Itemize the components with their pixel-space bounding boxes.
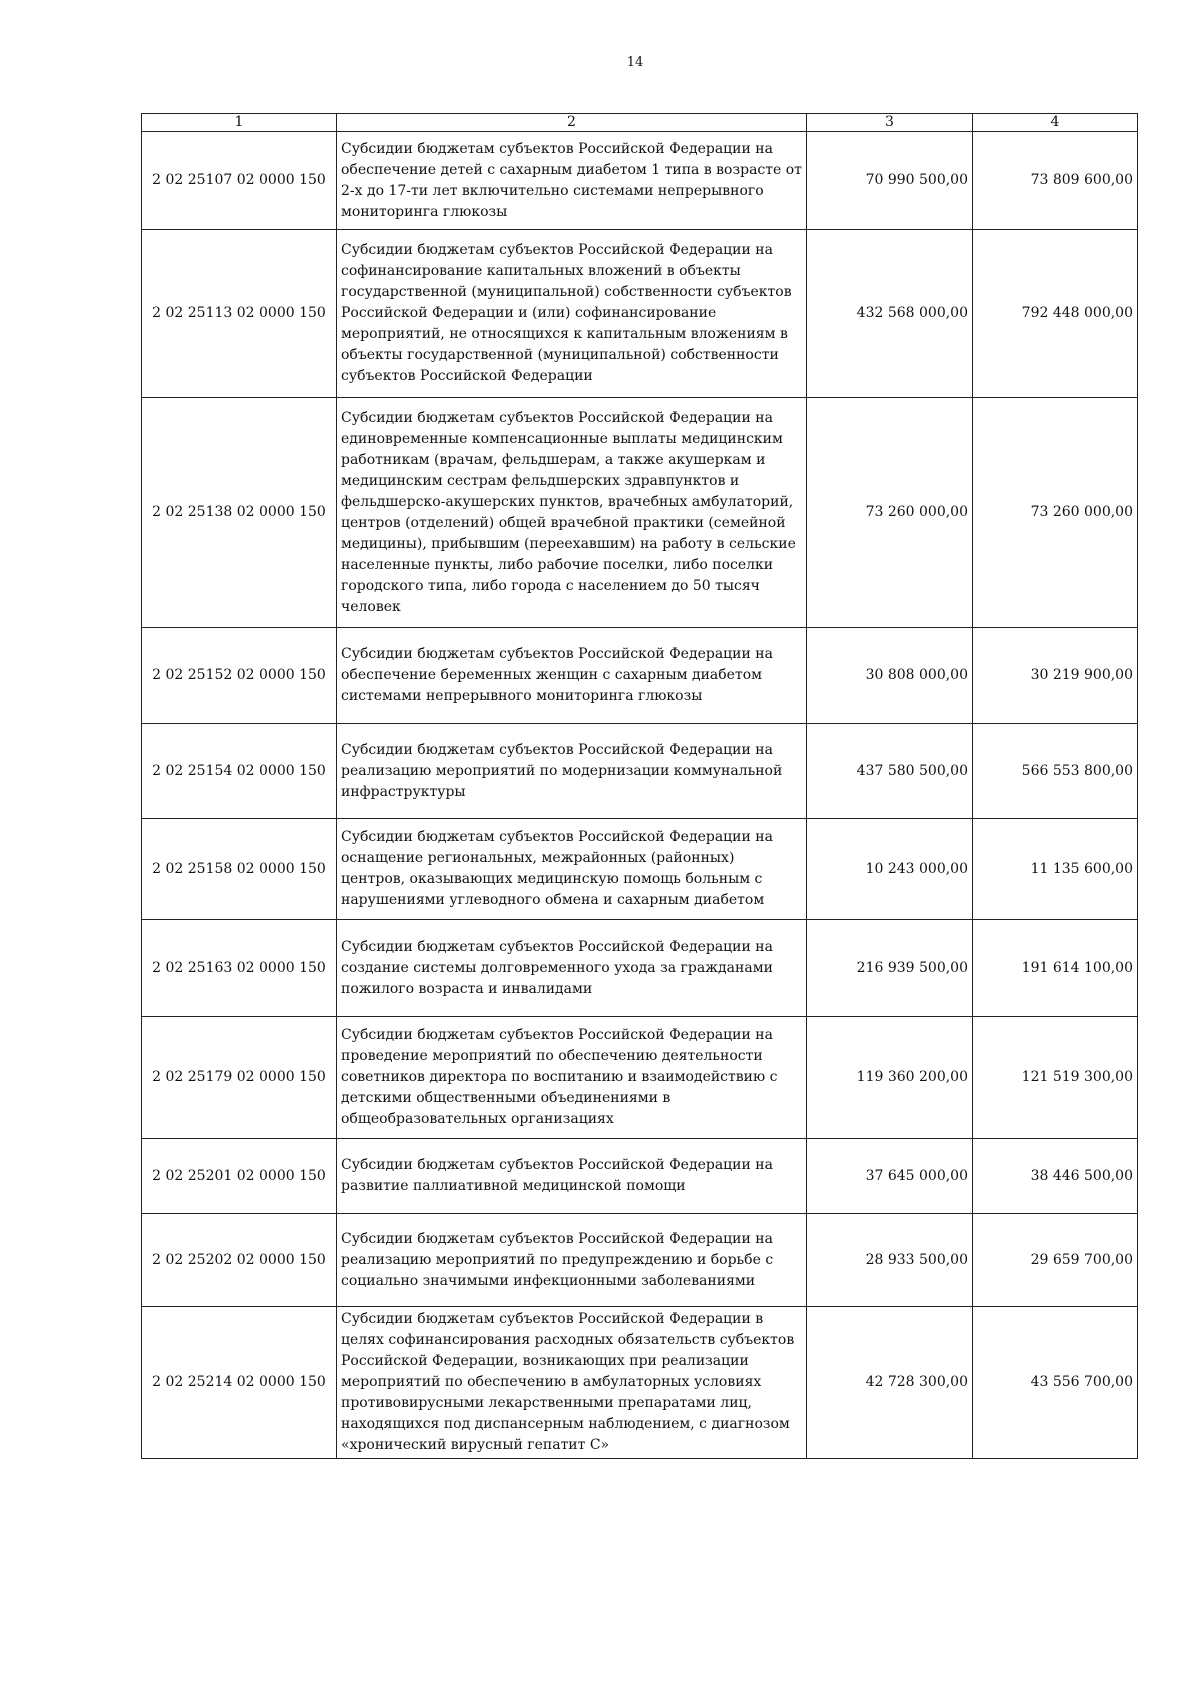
page-number: 14 <box>626 55 644 70</box>
table-row <box>142 628 1138 724</box>
amount-column-3: 70 990 500,00 <box>807 132 973 230</box>
budget-code: 2 02 25113 02 0000 150 <box>142 230 337 398</box>
table-row <box>142 132 1138 230</box>
table-row <box>142 1139 1138 1214</box>
column-header: 1 <box>142 114 337 132</box>
column-header: 2 <box>337 114 807 132</box>
budget-code: 2 02 25179 02 0000 150 <box>142 1017 337 1139</box>
subsidy-description: Субсидии бюджетам субъектов Российской Федерации на реализацию мероприятий по предупреждению и борьбе с социально значимыми инфекционными заболеваниями <box>337 1214 807 1307</box>
subsidy-description: Субсидии бюджетам субъектов Российской Федерации на единовременные компенсационные выплаты медицинским работникам (врачам, фельдшерам, а также акушеркам и медицинским сестрам фельдшерских здравпунктов и фельдшерско-акушерских пунктов, врачебных амбулаторий, центров (отделений) общей врачебной практики (семейной медицины), прибывшим (переехавшим) на работу в сельские населенные пункты, либо рабочие поселки, либо поселки городского типа, либо города с населением до 50 тысяч человек <box>337 398 807 628</box>
budget-code: 2 02 25138 02 0000 150 <box>142 398 337 628</box>
table-row <box>142 920 1138 1017</box>
amount-column-3: 10 243 000,00 <box>807 819 973 920</box>
amount-column-4: 43 556 700,00 <box>973 1307 1138 1459</box>
budget-code: 2 02 25154 02 0000 150 <box>142 724 337 819</box>
amount-column-4: 30 219 900,00 <box>973 628 1138 724</box>
budget-table <box>141 113 1138 1459</box>
column-header: 3 <box>807 114 973 132</box>
amount-column-3: 42 728 300,00 <box>807 1307 973 1459</box>
amount-column-3: 119 360 200,00 <box>807 1017 973 1139</box>
table-row <box>142 230 1138 398</box>
amount-column-4: 38 446 500,00 <box>973 1139 1138 1214</box>
table-row <box>142 1307 1138 1459</box>
subsidy-description: Субсидии бюджетам субъектов Российской Федерации на реализацию мероприятий по модернизации коммунальной инфраструктуры <box>337 724 807 819</box>
amount-column-3: 437 580 500,00 <box>807 724 973 819</box>
amount-column-3: 28 933 500,00 <box>807 1214 973 1307</box>
amount-column-4: 73 260 000,00 <box>973 398 1138 628</box>
budget-code: 2 02 25214 02 0000 150 <box>142 1307 337 1459</box>
budget-code: 2 02 25152 02 0000 150 <box>142 628 337 724</box>
amount-column-3: 73 260 000,00 <box>807 398 973 628</box>
budget-code: 2 02 25158 02 0000 150 <box>142 819 337 920</box>
table-row <box>142 724 1138 819</box>
amount-column-3: 432 568 000,00 <box>807 230 973 398</box>
table-row <box>142 1214 1138 1307</box>
budget-code: 2 02 25163 02 0000 150 <box>142 920 337 1017</box>
subsidy-description: Субсидии бюджетам субъектов Российской Федерации на софинансирование капитальных вложений в объекты государственной (муниципальной) собственности субъектов Российской Федерации и (или) софинансирование мероприятий, не относящихся к капитальным вложениям в объекты государственной (муниципальной) собственности субъектов Российской Федерации <box>337 230 807 398</box>
budget-code: 2 02 25107 02 0000 150 <box>142 132 337 230</box>
table-row <box>142 398 1138 628</box>
table-row <box>142 819 1138 920</box>
subsidy-description: Субсидии бюджетам субъектов Российской Федерации в целях софинансирования расходных обязательств субъектов Российской Федерации, возникающих при реализации мероприятий по обеспечению в амбулаторных условиях противовирусными лекарственными препаратами лиц, находящихся под диспансерным наблюдением, с диагнозом «хронический вирусный гепатит С» <box>337 1307 807 1459</box>
amount-column-4: 566 553 800,00 <box>973 724 1138 819</box>
subsidy-description: Субсидии бюджетам субъектов Российской Федерации на развитие паллиативной медицинской помощи <box>337 1139 807 1214</box>
amount-column-4: 73 809 600,00 <box>973 132 1138 230</box>
subsidy-description: Субсидии бюджетам субъектов Российской Федерации на обеспечение беременных женщин с сахарным диабетом системами непрерывного мониторинга глюкозы <box>337 628 807 724</box>
budget-code: 2 02 25202 02 0000 150 <box>142 1214 337 1307</box>
subsidy-description: Субсидии бюджетам субъектов Российской Федерации на проведение мероприятий по обеспечению деятельности советников директора по воспитанию и взаимодействию с детскими общественными объединениями в общеобразовательных организациях <box>337 1017 807 1139</box>
table-header-row <box>142 114 1138 132</box>
amount-column-4: 121 519 300,00 <box>973 1017 1138 1139</box>
amount-column-3: 30 808 000,00 <box>807 628 973 724</box>
budget-code: 2 02 25201 02 0000 150 <box>142 1139 337 1214</box>
amount-column-3: 216 939 500,00 <box>807 920 973 1017</box>
table-row <box>142 1017 1138 1139</box>
subsidy-description: Субсидии бюджетам субъектов Российской Федерации на создание системы долговременного ухода за гражданами пожилого возраста и инвалидами <box>337 920 807 1017</box>
amount-column-4: 191 614 100,00 <box>973 920 1138 1017</box>
column-header: 4 <box>973 114 1138 132</box>
amount-column-4: 29 659 700,00 <box>973 1214 1138 1307</box>
amount-column-3: 37 645 000,00 <box>807 1139 973 1214</box>
subsidy-description: Субсидии бюджетам субъектов Российской Федерации на обеспечение детей с сахарным диабетом 1 типа в возрасте от 2-х до 17-ти лет включительно системами непрерывного мониторинга глюкозы <box>337 132 807 230</box>
amount-column-4: 11 135 600,00 <box>973 819 1138 920</box>
subsidy-description: Субсидии бюджетам субъектов Российской Федерации на оснащение региональных, межрайонных (районных) центров, оказывающих медицинскую помощь больным с нарушениями углеводного обмена и сахарным диабетом <box>337 819 807 920</box>
amount-column-4: 792 448 000,00 <box>973 230 1138 398</box>
